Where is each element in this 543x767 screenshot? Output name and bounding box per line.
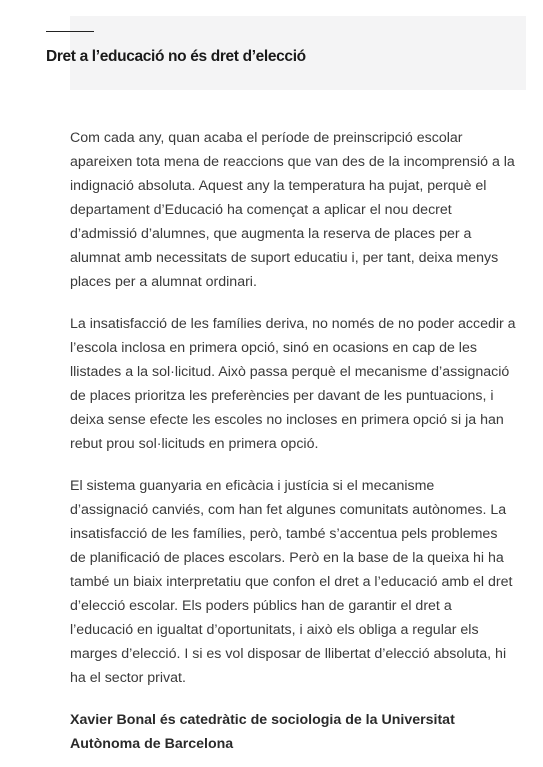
- article-body: [70, 126, 516, 756]
- article-paragraph-2: La insatisfacció de les famílies deriva, no només de no poder accedir a l’escola inclosa en primera opció, sinó en ocasions en cap de les llistades a la sol·licitud. Això passa perquè el mecanisme d’assignació de places prioritza les preferències per davant de les puntuacions, i deixa sense efecte les escoles no incloses en primera opció si ja han rebut prou sol·licituds en primera opció.: [70, 316, 516, 452]
- author-note: Xavier Bonal és catedràtic de sociologia de la Universitat Autònoma de Barcelona: [70, 712, 455, 752]
- article-paragraph-3: El sistema guanyaria en eficàcia i justícia si el mecanisme d’assignació canviés, com han fet algunes comunitats autònomes. La insatisfacció de les famílies, però, també s’accentua pels problemes de planificació de places escolars. Però en la base de la queixa hi ha també un biaix interpretatiu que confon el dret a l’educació amb el dret d’elecció escolar. Els poders públics han de garantir el dret a l’educació en igualtat d’oportunitats, i això els obliga a regular els marges d’elecció. I si es vol disposar de llibertat d’elecció absoluta, hi ha el sector privat.: [70, 478, 513, 686]
- headline-divider: [46, 31, 94, 32]
- article-title: Dret a l’educació no és dret d’elecció: [46, 48, 306, 65]
- article-paragraph-1: Com cada any, quan acaba el període de preinscripció escolar apareixen tota mena de reaccions que van des de la incomprensió a la indignació absoluta. Aquest any la temperatura ha pujat, perquè el departament d’Educació ha començat a aplicar el nou decret d’admissió d’alumnes, que augmenta la reserva de places per a alumnat amb necessitats de suport educatiu i, per tant, deixa menys places per a alumnat ordinari.: [70, 130, 515, 290]
